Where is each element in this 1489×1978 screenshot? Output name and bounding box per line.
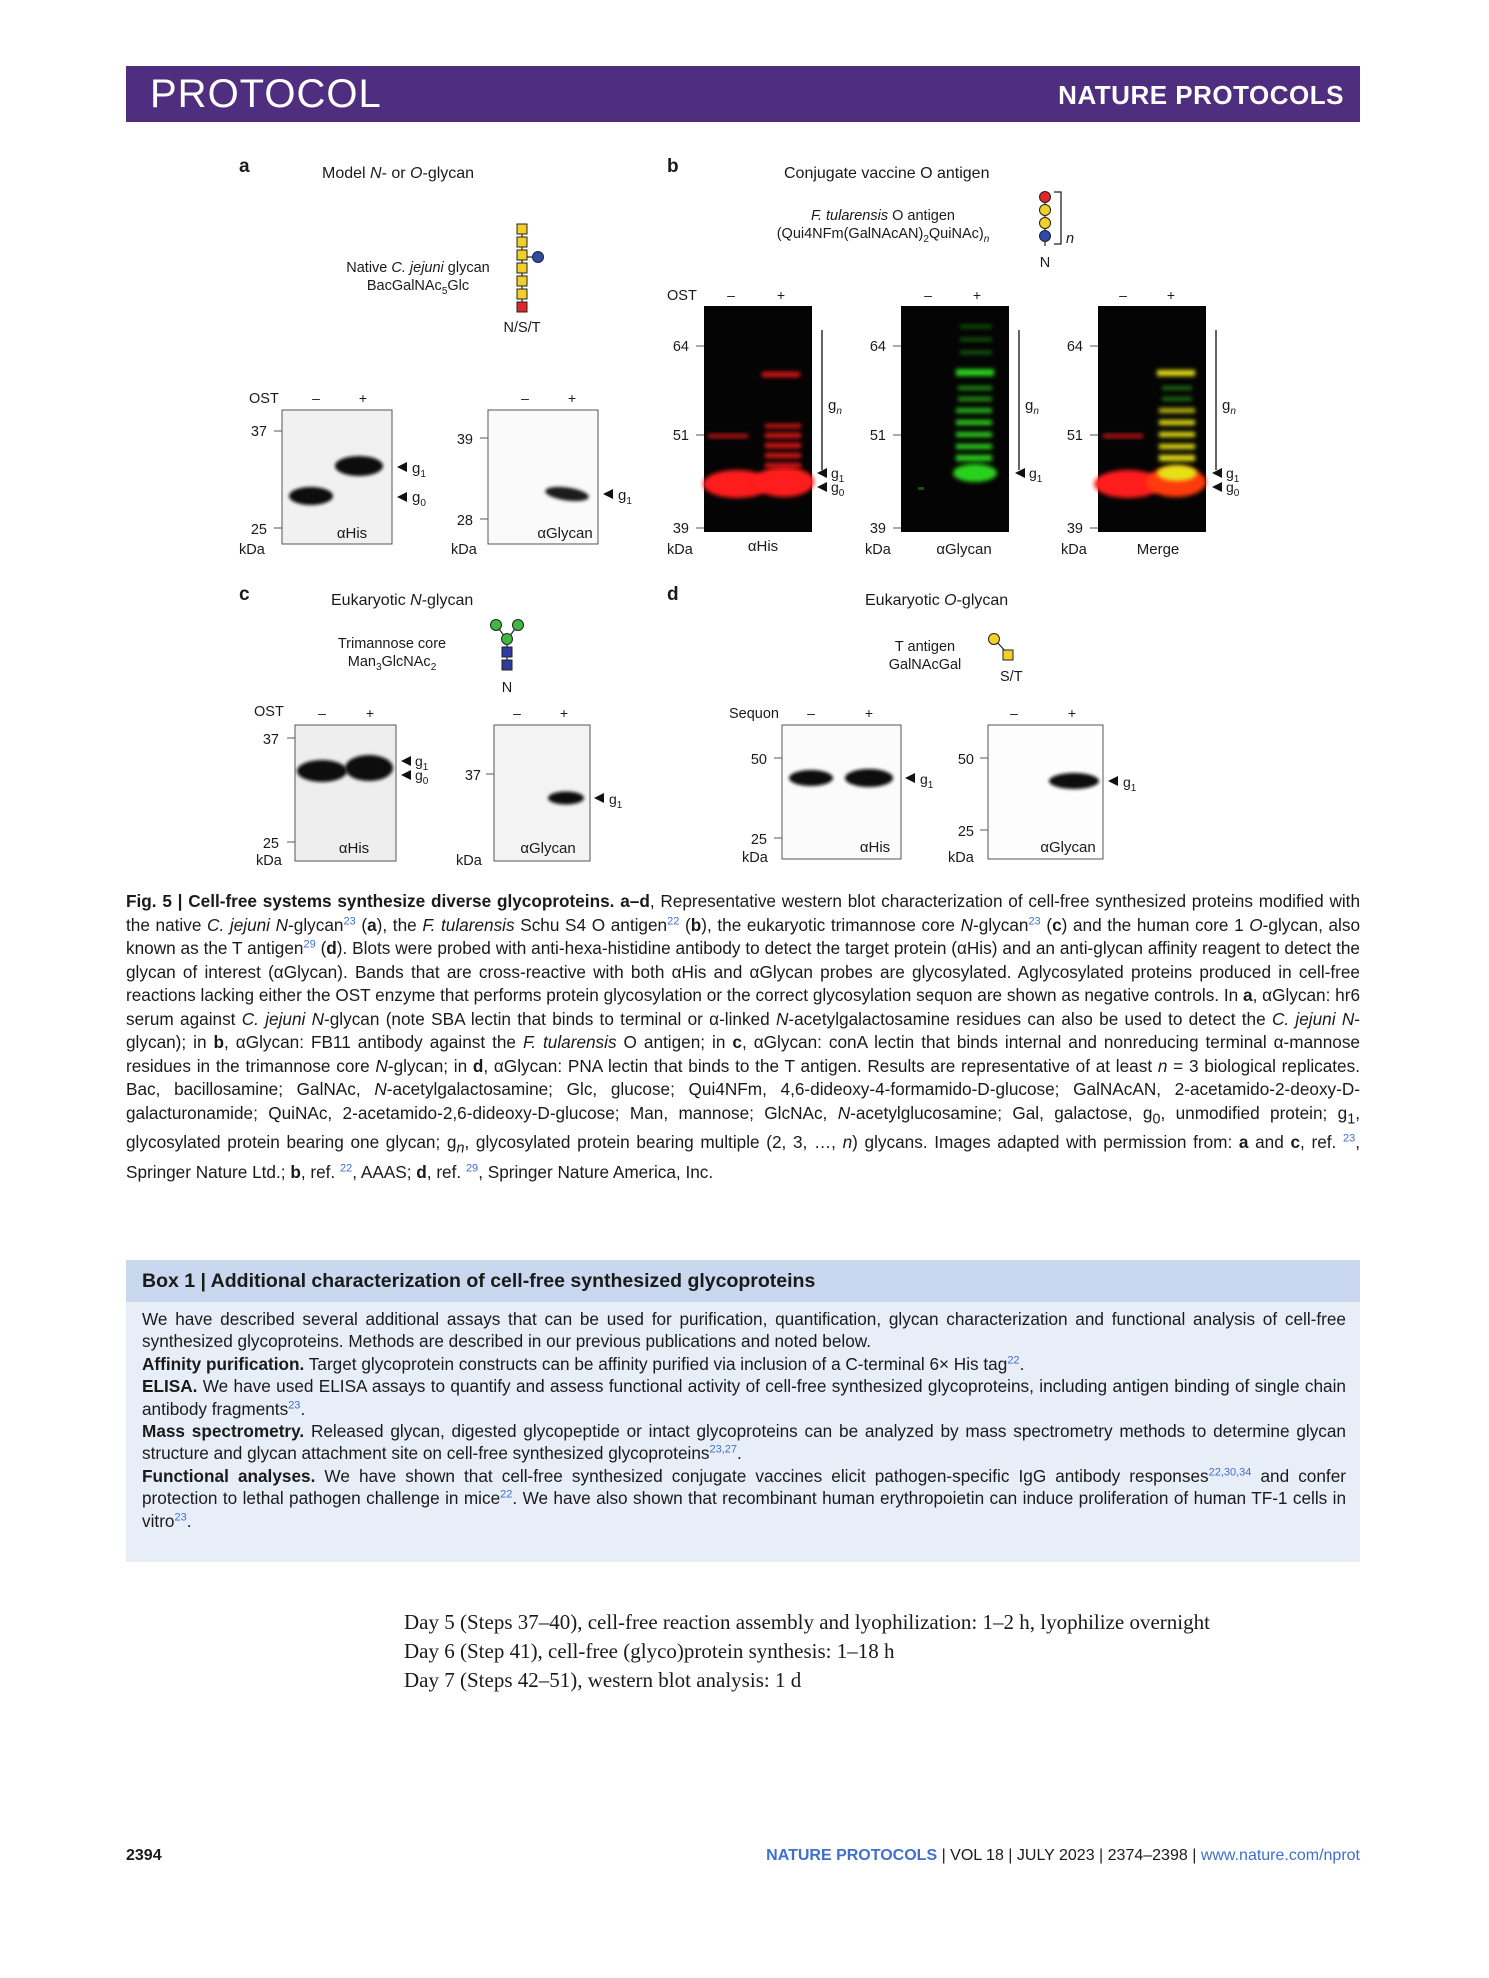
panel-c-plus-2: + <box>559 705 569 721</box>
box-item-head: Affinity purification. <box>142 1353 305 1374</box>
blot-a2-probe: αGlycan <box>537 525 593 542</box>
panel-c-letter: c <box>239 584 250 605</box>
b-repeat-n: n <box>1066 231 1075 247</box>
caption-italic: n <box>842 1132 853 1153</box>
caption-italic: O <box>1249 914 1263 935</box>
panel-a-plus: + <box>358 390 368 406</box>
b3-marker-51: 51 <box>1066 428 1083 444</box>
t-antigen-icon <box>989 634 1014 661</box>
caption-italic: C. jejuni N <box>1271 1008 1355 1029</box>
panel-b-ost: OST <box>667 288 697 304</box>
box-item-text: . <box>1019 1353 1025 1374</box>
caption-text: and <box>1248 1132 1291 1153</box>
caption-bold: c <box>732 1032 742 1052</box>
b1-marker-64: 64 <box>672 339 689 355</box>
caption-bold: d <box>416 1162 427 1183</box>
caption-text: , unmodified protein; g <box>1160 1102 1348 1123</box>
b1-marker-51: 51 <box>672 428 689 444</box>
footer-sep: | <box>941 1847 946 1864</box>
blot-b-glycan <box>901 306 1009 532</box>
caption-sub: n <box>456 1140 465 1157</box>
caption-text: ( <box>355 914 368 935</box>
b3-gn: $g_n$ <box>1222 397 1236 417</box>
box-ref[interactable]: 23 <box>288 1398 301 1411</box>
blot-a1-unit: kDa <box>239 542 265 558</box>
caption-text: ) and the human core 1 <box>1061 914 1250 935</box>
g1-arrow <box>594 793 604 803</box>
blot-a2-g1: $g_1$ <box>618 487 632 507</box>
blot-c2-mid: 37 <box>464 768 481 784</box>
b2-g1: $g_1$ <box>1029 465 1043 485</box>
caption-text: -glycan <box>288 914 344 935</box>
footer-pages: 2374–2398 <box>1107 1847 1188 1864</box>
blot-a1-g0: $g_0$ <box>412 489 426 509</box>
box-ref[interactable]: 22,30,34 <box>1208 1466 1252 1479</box>
b3-unit: kDa <box>1061 542 1087 558</box>
blot-c2-g1: $g_1$ <box>609 791 623 811</box>
panel-c-title: Eukaryotic N-glycan <box>331 592 474 609</box>
caption-italic: N <box>374 1079 387 1099</box>
caption-italic: C. jejuni N <box>241 1008 325 1029</box>
panel-a-letter: a <box>239 156 250 177</box>
b2-marker-51: 51 <box>869 428 886 444</box>
panel-d-plus: + <box>864 705 874 721</box>
box-item <box>142 1465 1346 1532</box>
panel-c-plus: + <box>365 705 375 721</box>
box-intro: We have described several additional assays that can be used for purification, quantification, glycan characterization and functional analysis of cell-free synthesized glycoproteins. Methods are described in our previous publications and noted below. <box>142 1309 1346 1352</box>
caption-range: a–d <box>620 891 650 911</box>
box-item-text: Released glycan, digested glycopeptide or intact glycoproteins can be analyzed by mass spectrometry methods to determine glycan structure and glycan attachment site on cell-free synthesized glycoproteins <box>142 1421 1346 1464</box>
box-item-text: We have used ELISA assays to quantify and assess functional activity of cell-free synthesized glycoproteins, including antigen binding of single chain antibody fragments <box>142 1376 1346 1419</box>
footer-sep: | <box>1192 1847 1197 1864</box>
g0-arrow <box>817 482 827 492</box>
caption-text: , αGlycan: hr6 serum against <box>126 985 1361 1029</box>
glycan-a-label-1: Native C. jejuni glycan <box>346 260 490 276</box>
blot-a1-probe: αHis <box>336 525 368 542</box>
blot-a-his <box>274 410 392 544</box>
b1-marker-39: 39 <box>672 521 689 537</box>
footer-volume: VOL 18 <box>950 1847 1004 1864</box>
panel-b-minus-2: – <box>924 287 932 303</box>
caption-italic: N <box>375 1055 388 1076</box>
b3-marker-39: 39 <box>1066 521 1083 537</box>
b1-g0: $g_0$ <box>831 479 845 499</box>
caption-text: ), the <box>376 914 423 935</box>
caption-ref[interactable]: 22 <box>340 1162 353 1175</box>
b1-probe: αHis <box>747 538 779 555</box>
caption-ref[interactable]: 22 <box>667 914 680 927</box>
caption-text: -glycan; in <box>387 1055 473 1076</box>
blot-c1-bottom: 25 <box>262 836 279 852</box>
caption-text: , glycosylated protein bearing one glycan; g <box>126 1102 1360 1153</box>
page-number: 2394 <box>126 1847 162 1864</box>
box-ref[interactable]: 22 <box>1007 1354 1020 1367</box>
box-item-text: and confer protection to lethal pathogen challenge in mice <box>142 1465 1346 1509</box>
caption-text: , Springer Nature Ltd.; <box>126 1132 1360 1183</box>
b1-gn: $g_n$ <box>828 397 842 417</box>
panel-b-plus-1: + <box>776 287 786 303</box>
caption-text: , ref. <box>1300 1132 1343 1153</box>
c-label-1: Trimannose core <box>337 636 447 652</box>
caption-italic: n <box>1157 1055 1168 1076</box>
panel-c-ost: OST <box>254 704 284 720</box>
blot-c2-unit: kDa <box>456 853 482 869</box>
blot-b-his <box>703 306 814 532</box>
g1-arrow <box>1212 468 1222 478</box>
caption-text: , αGlycan: FB11 antibody against the <box>224 1032 523 1052</box>
box-1 <box>126 1260 1360 1562</box>
c-site: N <box>501 680 513 696</box>
blot-a1-bottom: 25 <box>250 522 267 538</box>
box-title: Box 1 | Additional characterization of cell-free synthesized glycoproteins <box>142 1270 816 1292</box>
caption-text: ), the eukaryotic trimannose core <box>701 914 961 935</box>
caption-sub: 0 <box>1152 1110 1161 1127</box>
panel-d-minus: – <box>807 705 815 721</box>
caption-italic: N <box>775 1008 789 1029</box>
caption-text: , ref. <box>426 1162 466 1183</box>
blot-c1-top: 37 <box>262 732 279 748</box>
blot-d1-unit: kDa <box>742 850 768 866</box>
caption-sub: 1 <box>1347 1110 1356 1127</box>
caption-bold: c <box>1052 914 1062 935</box>
caption-text: , glycosylated protein bearing multiple (2, 3, …, <box>464 1132 843 1153</box>
caption-text: = 3 biological replicates. Bac, bacillosamine; GalNAc, <box>126 1055 1360 1099</box>
box-ref[interactable]: 23,27 <box>709 1443 738 1456</box>
section-label: PROTOCOL <box>150 72 382 116</box>
caption-text: , αGlycan: conA lectin that binds internal and nonreducing terminal α-mannose residues in the trimannose core <box>126 1032 1360 1076</box>
glycan-a-site: N/S/T <box>503 320 541 336</box>
blot-c1-unit: kDa <box>256 853 282 869</box>
g0-arrow <box>1212 482 1222 492</box>
caption-text: -acetylglucosamine; Gal, galactose, g <box>850 1102 1153 1123</box>
blot-d1-top: 50 <box>750 752 767 768</box>
caption-ref[interactable]: 23 <box>343 914 356 927</box>
panel-b-title: Conjugate vaccine O antigen <box>784 165 990 182</box>
box-body <box>142 1308 1346 1532</box>
g0-arrow <box>397 492 407 502</box>
blot-d2-probe: αGlycan <box>1040 839 1096 856</box>
caption-text: ). Blots were probed with anti-hexa-histidine antibody to detect the target protein (αHis) and an anti-glycan affinity reagent to detect the glycan of interest (αGlycan). Bands that are cross-reactive with both αHis and αGlycan probes are glycosylated. Aglycosylated proteins produced in cell-free reactions lacking either the OST enzyme that performs protein glycosylation or the correct glycosylation sequon are shown as negative controls. In <box>126 938 1360 1005</box>
caption-text: , AAAS; <box>352 1162 417 1183</box>
blot-c1-g1: $g_1$ <box>415 753 429 773</box>
panel-d-plus-2: + <box>1067 705 1077 721</box>
blot-d1-bottom: 25 <box>750 832 767 848</box>
caption-bold: a <box>367 914 377 935</box>
caption-text: ( <box>1040 914 1053 935</box>
panel-b-minus-1: – <box>727 287 735 303</box>
caption-text: -glycan, also known as the T antigen <box>126 914 1361 958</box>
g1-arrow <box>905 773 915 783</box>
caption-text: , ref. <box>300 1162 340 1183</box>
d-site: S/T <box>1000 669 1023 685</box>
blot-c2-probe: αGlycan <box>520 840 576 857</box>
panel-b-minus-3: – <box>1119 287 1127 303</box>
box-item <box>142 1353 1346 1375</box>
caption-ref[interactable]: 23 <box>1342 1132 1356 1145</box>
blot-d2-bottom: 25 <box>957 824 974 840</box>
caption-bold: b <box>290 1162 301 1183</box>
panel-a-minus: – <box>312 390 320 406</box>
timeline-day-6: Day 6 (Step 41), cell-free (glyco)protein synthesis: 1–18 h <box>404 1639 895 1663</box>
panel-d-minus-2: – <box>1010 705 1018 721</box>
timeline-day-7: Day 7 (Steps 42–51), western blot analysis: 1 d <box>404 1668 802 1692</box>
footer-sep: | <box>1008 1847 1013 1864</box>
caption-text: -glycan); in <box>126 1008 1360 1052</box>
caption-bold: d <box>326 938 337 958</box>
blot-a2-top: 39 <box>456 432 473 448</box>
blot-a1-top: 37 <box>250 424 267 440</box>
panel-b-plus-3: + <box>1166 287 1176 303</box>
blot-a-glycan <box>480 410 598 544</box>
footer-journal[interactable]: NATURE PROTOCOLS <box>766 1847 938 1864</box>
blot-d1-g1: $g_1$ <box>920 771 934 791</box>
antigen-b-icon <box>1040 192 1062 247</box>
panel-a-minus-2: – <box>521 390 529 406</box>
blot-a2-bottom: 28 <box>456 513 473 529</box>
box-ref[interactable]: 23 <box>174 1510 187 1523</box>
b1-unit: kDa <box>667 542 693 558</box>
caption-bold: a <box>1238 1132 1249 1153</box>
caption-text: -acetylgalactosamine; Glc, glucose; Qui4NFm, 4,6-dideoxy-4-formamido-D-glucose; GalNAcAN, 2-acetamido-2-deoxy-D-galacturonamide; QuiNAc, 2-acetamido-2,6-dideoxy-D-glucose; Man, mannose; GlcNAc, <box>126 1079 1360 1123</box>
glycan-a-label-2: BacGalNAc$_5$Glc <box>366 278 470 297</box>
b2-gn: $g_n$ <box>1025 397 1039 417</box>
panel-d-title: Eukaryotic O-glycan <box>865 592 1009 609</box>
blot-a2-unit: kDa <box>451 542 477 558</box>
box-item-head: Functional analyses. <box>142 1465 316 1486</box>
footer-date: JULY 2023 <box>1016 1847 1095 1864</box>
blot-a1-g1: $g_1$ <box>412 460 426 480</box>
caption-text: , Springer Nature America, Inc. <box>478 1162 714 1183</box>
footer-url[interactable]: www.nature.com/nprot <box>1200 1847 1360 1864</box>
box-item-text: . <box>300 1398 306 1419</box>
b1-g1: $g_1$ <box>831 465 845 485</box>
blot-d2-g1: $g_1$ <box>1123 774 1137 794</box>
caption-text: , αGlycan: PNA lectin that binds to the T antigen. Results are representative of at least <box>483 1055 1158 1076</box>
b-site: N <box>1039 255 1051 271</box>
caption-text: ( <box>315 938 327 958</box>
header-bar <box>126 66 1360 122</box>
caption-italic: F. tularensis <box>522 1032 617 1052</box>
caption-figlabel: Fig. 5 | Cell-free systems synthesize diverse glycoproteins. <box>126 891 615 911</box>
box-title-bar <box>126 1260 1360 1302</box>
timeline-day-5: Day 5 (Steps 37–40), cell-free reaction assembly and lyophilization: 1–2 h, lyophilize overnight <box>404 1610 1210 1634</box>
caption-italic: N <box>837 1102 851 1123</box>
b3-g0: $g_0$ <box>1226 479 1240 499</box>
caption-text: ( <box>679 914 691 935</box>
b2-unit: kDa <box>865 542 891 558</box>
figure-5 <box>126 140 1360 880</box>
panel-b-letter: b <box>667 156 679 177</box>
g1-arrow <box>401 756 411 766</box>
blot-d2-top: 50 <box>957 752 974 768</box>
box-item-text: We have shown that cell-free synthesized conjugate vaccines elicit pathogen-specific IgG antibody responses <box>315 1465 1209 1486</box>
caption-text: -acetylgalactosamine residues can also be used to detect the <box>788 1008 1272 1029</box>
c-label-2: Man$_3$GlcNAc$_2$ <box>347 654 437 673</box>
panel-c-minus-2: – <box>513 705 521 721</box>
panel-a-plus-2: + <box>567 390 577 406</box>
box-item <box>142 1420 1346 1465</box>
blot-d1-probe: αHis <box>859 839 891 856</box>
trimannose-icon <box>491 620 524 671</box>
caption-text: Schu S4 O antigen <box>514 914 668 935</box>
panel-b-plus-2: + <box>972 287 982 303</box>
g1-arrow <box>397 462 407 472</box>
journal-label: NATURE PROTOCOLS <box>1058 80 1344 110</box>
g1-arrow <box>603 489 613 499</box>
footer-citation <box>766 1847 1360 1865</box>
blot-b-merge <box>1094 306 1206 532</box>
caption-bold: a <box>1243 985 1253 1005</box>
g1-arrow <box>1015 468 1025 478</box>
b-antigen-label-2: $(Qui4NFm(GalNAcAN)_2QuiNAc)_n$ <box>776 226 990 245</box>
panel-d-sequon: Sequon <box>729 706 779 722</box>
box-item-head: ELISA. <box>142 1376 198 1397</box>
b2-marker-39: 39 <box>869 521 886 537</box>
panel-a-title: Model N- or O-glycan <box>322 165 475 182</box>
caption-text: -glycan <box>973 914 1029 935</box>
b3-g1: $g_1$ <box>1226 465 1240 485</box>
panel-d-letter: d <box>667 584 679 605</box>
blot-c1-probe: αHis <box>338 840 370 857</box>
figure-svg <box>126 140 1360 880</box>
figure-caption <box>126 890 1360 1185</box>
box-item-head: Mass spectrometry. <box>142 1421 305 1442</box>
caption-text: ) glycans. Images adapted with permission from: <box>852 1132 1239 1153</box>
box-item-text: . <box>186 1510 192 1531</box>
caption-italic: F. tularensis <box>422 914 515 935</box>
g1-arrow <box>1108 776 1118 786</box>
footer-sep: | <box>1099 1847 1104 1864</box>
box-item-text: Target glycoprotein constructs can be affinity purified via inclusion of a C-terminal 6× His tag <box>304 1353 1008 1374</box>
caption-ref[interactable]: 23 <box>1028 914 1041 927</box>
b-antigen-label-1: F. tularensis O antigen <box>810 208 956 224</box>
b2-probe: αGlycan <box>936 541 992 558</box>
caption-text: O antigen; in <box>616 1032 733 1052</box>
b2-marker-64: 64 <box>869 339 886 355</box>
caption-italic: C. jejuni N <box>207 914 289 935</box>
box-item <box>142 1375 1346 1420</box>
g0-arrow <box>401 770 411 780</box>
caption-ref[interactable]: 29 <box>303 938 316 951</box>
blot-d2-unit: kDa <box>948 850 974 866</box>
d-label-1: T antigen <box>894 639 956 655</box>
b3-probe: Merge <box>1136 541 1180 558</box>
caption-italic: N <box>960 914 974 935</box>
blot-c1-g0: $g_0$ <box>415 767 429 787</box>
caption-bold: b <box>213 1032 225 1052</box>
caption-bold: b <box>690 914 702 935</box>
b3-marker-64: 64 <box>1066 339 1083 355</box>
caption-bold: c <box>1290 1132 1301 1153</box>
panel-a-ost: OST <box>249 391 279 407</box>
timeline <box>404 1608 1210 1695</box>
caption-ref[interactable]: 29 <box>465 1162 479 1175</box>
glycan-a-icon <box>517 224 544 312</box>
caption-bold: d <box>472 1055 484 1076</box>
caption-text: , Representative western blot characterization of cell-free synthesized proteins modified with the native <box>126 891 1361 935</box>
d-label-2: GalNAcGal <box>888 657 962 673</box>
box-item-text: . <box>737 1443 742 1464</box>
panel-c-minus: – <box>318 705 326 721</box>
caption-text: -glycan (note SBA lectin that binds to terminal or α-linked <box>324 1008 776 1029</box>
box-item-text: . We have also shown that recombinant human erythropoietin can induce proliferation of human TF-1 cells in vitro <box>142 1488 1347 1531</box>
box-ref[interactable]: 22 <box>500 1488 513 1501</box>
